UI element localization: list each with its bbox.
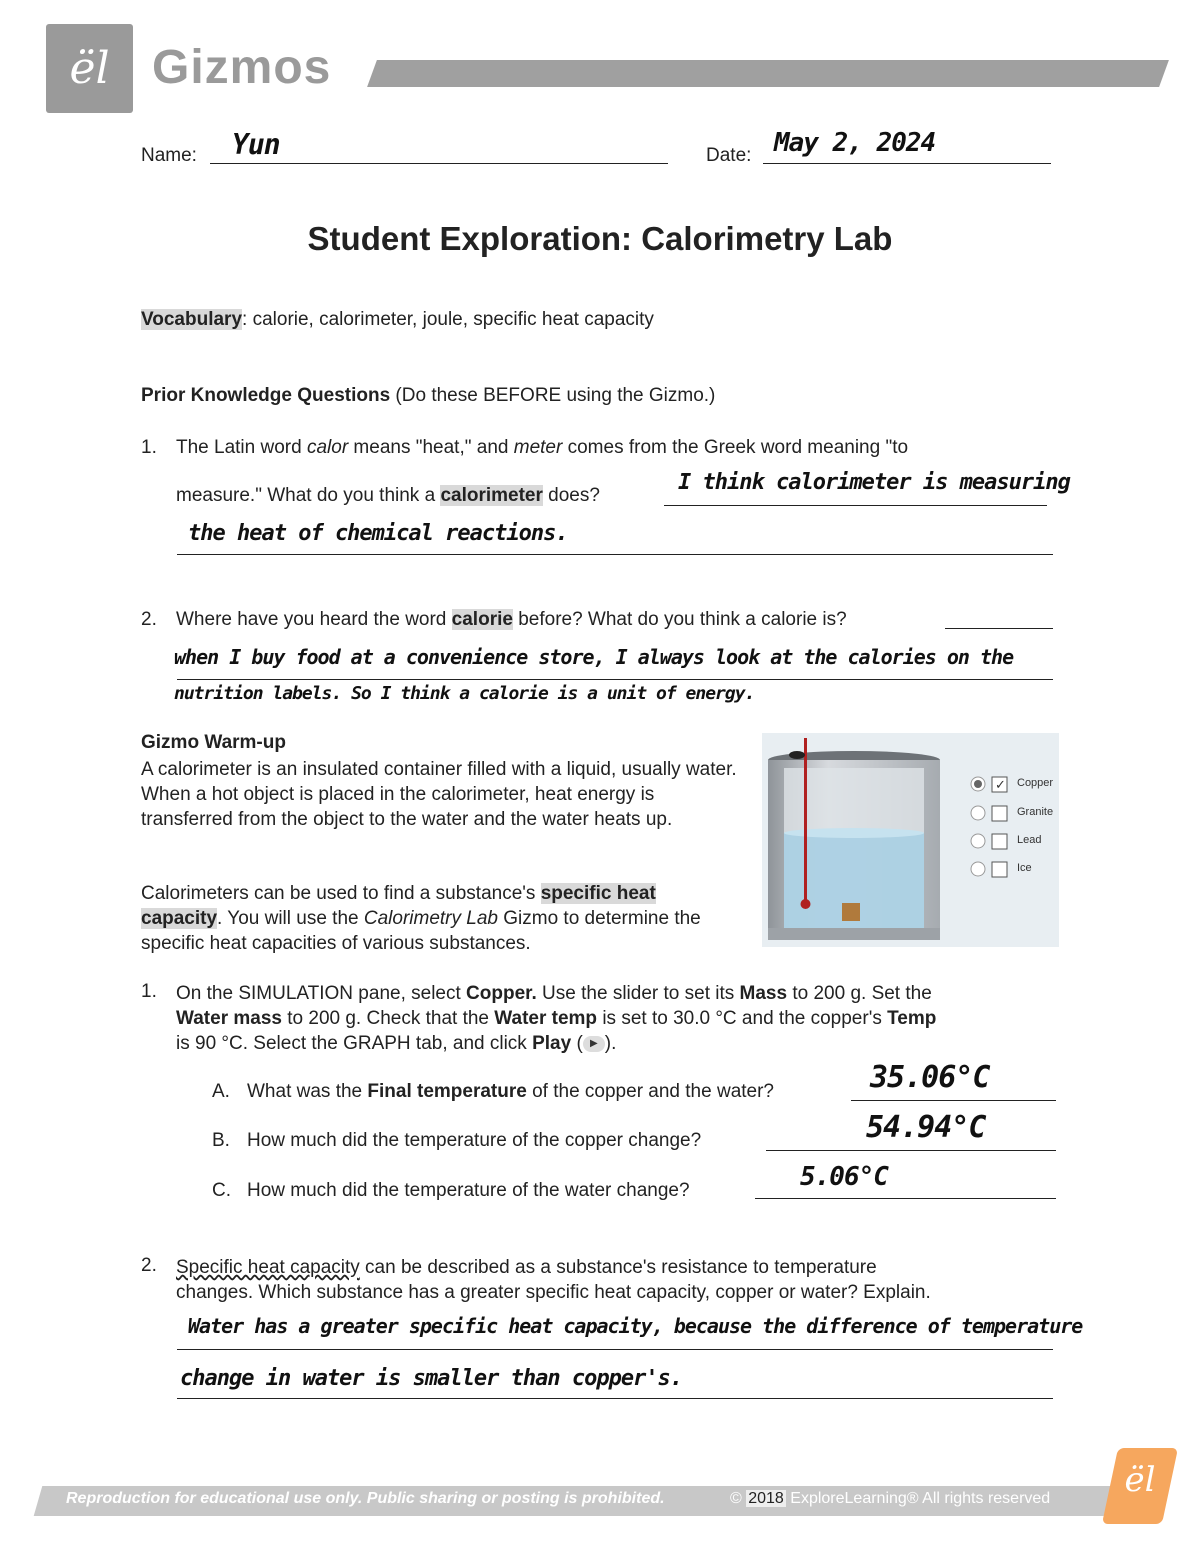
wq1c-label: C. — [212, 1180, 231, 1201]
wq1c-question: How much did the temperature of the water change? — [247, 1180, 690, 1201]
wq2-answer2[interactable]: change in water is smaller than copper's. — [180, 1366, 683, 1391]
wq1a-answer[interactable]: 35.06°C — [870, 1060, 990, 1095]
warmup-paragraph1: A calorimeter is an insulated container filled with a liquid, usually water. When a hot object is placed in the calorimeter, heat energy is transferred from the object to the water and the water heats up. — [141, 759, 737, 830]
svg-text:✓: ✓ — [995, 777, 1006, 792]
pq1-answer2[interactable]: the heat of chemical reactions. — [188, 521, 568, 546]
pq2-number: 2. — [141, 609, 157, 630]
prior-heading-title: Prior Knowledge Questions — [141, 385, 391, 406]
calorimeter-image — [762, 733, 1059, 947]
sim-option-granite: Granite — [1017, 806, 1054, 818]
date-label: Date: — [706, 145, 752, 166]
sim-option-lead: Lead — [1017, 834, 1042, 846]
wq1b-answer[interactable]: 54.94°C — [866, 1110, 986, 1145]
pq1-line1: The Latin word calor means "heat," and meter comes from the Greek word meaning "to — [176, 437, 909, 458]
header-bar — [367, 60, 1169, 87]
pq2-answer1[interactable]: when I buy food at a convenience store, I always look at the calories on the — [174, 645, 1014, 669]
wq1a-question: What was the Final temperature of the copper and the water? — [247, 1081, 774, 1102]
wq2-term: Specific heat capacity — [176, 1257, 360, 1278]
wq2-answer-line1 — [177, 1349, 1053, 1350]
sim-option-ice: Ice — [1017, 862, 1032, 874]
name-line — [210, 163, 668, 164]
wq1b-line — [766, 1150, 1056, 1151]
wq2-answer1[interactable]: Water has a greater specific heat capacity, because the difference of temperature — [188, 1314, 1083, 1338]
pq2-answer2[interactable]: nutrition labels. So I think a calorie is a unit of energy. — [174, 683, 755, 704]
vocabulary-text: : calorie, calorimeter, joule, specific heat capacity — [242, 309, 654, 330]
gizmos-logo — [46, 24, 133, 113]
warmup-heading: Gizmo Warm-up — [141, 732, 286, 753]
wq1c-line — [755, 1198, 1056, 1199]
pq1-answer1[interactable]: I think calorimeter is measuring — [678, 470, 1070, 495]
vocabulary-label: Vocabulary — [141, 309, 243, 330]
name-value[interactable]: Yun — [232, 128, 280, 161]
wq2-number: 2. — [141, 1255, 157, 1276]
brand-name: Gizmos — [152, 41, 332, 94]
wq1a-label: A. — [212, 1081, 230, 1102]
play-icon: ▶ — [583, 1036, 605, 1052]
wq2-answer-line2 — [177, 1398, 1053, 1399]
prior-heading-note: (Do these BEFORE using the Gizmo.) — [390, 385, 716, 406]
footer-notice: Reproduction for educational use only. Public sharing or posting is prohibited. — [66, 1490, 665, 1507]
pq1-answer-line2 — [177, 554, 1053, 555]
warmup-paragraph2: Calorimeters can be used to find a substance's specific heat capacity. You will use the Calorimetry Lab Gizmo to determine the specific heat capacities of various substances. — [141, 883, 701, 954]
sim-option-copper: Copper — [1017, 777, 1054, 789]
footer-logo-glyph: ël — [1124, 1460, 1156, 1500]
wq1a-line — [851, 1100, 1056, 1101]
logo-glyph: ël — [69, 43, 110, 94]
wq2-question: Specific heat capacity can be described as a substance's resistance to temperature changes. Which substance has a greater specific heat capacity, copper or water? Explain. — [176, 1257, 931, 1303]
pq2-answer-line1 — [177, 679, 1053, 680]
pq1-number: 1. — [141, 437, 157, 458]
wq1-instructions: On the SIMULATION pane, select Copper. Use the slider to set its Mass to 200 g. Set the Water mass to 200 g. Check that the Water temp is set to 30.0 °C and the copper's Temp is 90 °C. Select the GRAPH tab, and click Play ( ▶ ). — [176, 983, 937, 1054]
prior-heading — [141, 385, 715, 407]
vocabulary-line — [141, 309, 654, 331]
pq2-question: Where have you heard the word calorie before? What do you think a calorie is? — [176, 609, 847, 630]
wq1b-label: B. — [212, 1130, 230, 1151]
date-value[interactable]: May 2, 2024 — [774, 128, 936, 158]
pq1-answer-line1 — [664, 505, 1047, 506]
wq1b-question: How much did the temperature of the copper change? — [247, 1130, 702, 1151]
wq1-number: 1. — [141, 981, 157, 1002]
pq2-short-line — [945, 628, 1053, 629]
date-line — [763, 163, 1051, 164]
footer-copyright: © 2018 ExploreLearning® All rights reserved — [730, 1490, 1051, 1507]
wq1c-answer[interactable]: 5.06°C — [800, 1162, 888, 1192]
name-label: Name: — [141, 145, 197, 166]
page-title: Student Exploration: Calorimetry Lab — [307, 220, 893, 257]
pq1-line2: measure." What do you think a calorimeter does? — [176, 485, 600, 506]
calorimeter-drawing — [762, 733, 1059, 947]
